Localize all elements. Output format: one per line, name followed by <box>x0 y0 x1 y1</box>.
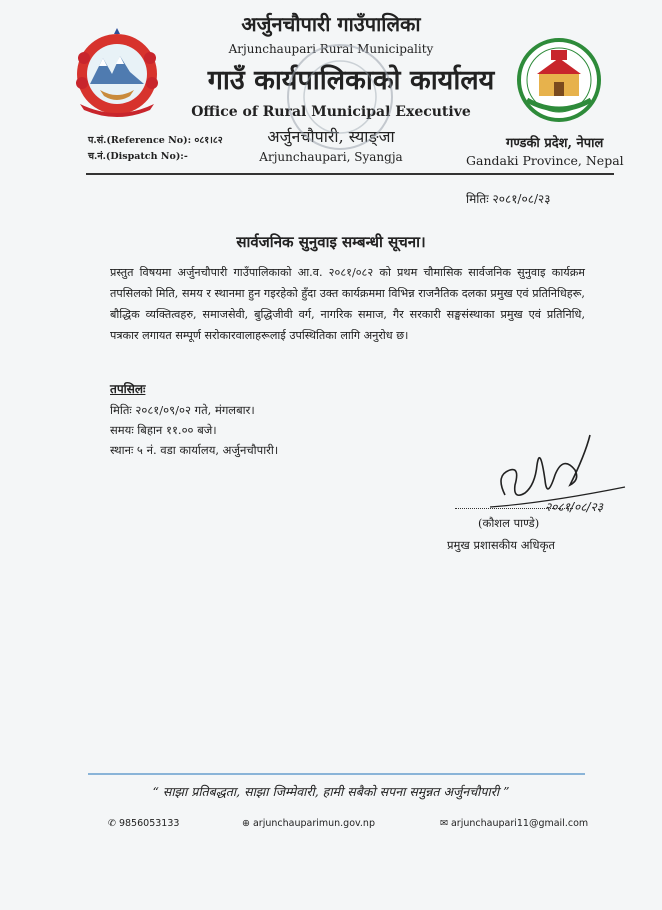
dispatch-number: च.नं.(Dispatch No):- <box>88 151 188 162</box>
globe-icon: ⊕ <box>242 818 250 829</box>
phone-icon: ✆ <box>108 818 116 829</box>
notice-subject: सार्वजनिक सुनुवाइ सम्बन्धी सूचना। <box>236 233 426 251</box>
mail-icon: ✉ <box>440 818 448 829</box>
address-en: Arjunchaupari, Syangja <box>259 150 403 164</box>
office-name-np: गाउँ कार्यपालिकाको कार्यालय <box>207 65 495 96</box>
municipality-logo-icon <box>513 38 605 123</box>
letter-date: मितिः २०८१/०८/२३ <box>466 192 551 206</box>
notice-body: प्रस्तुत विषयमा अर्जुनचौपारी गाउँपालिकाको आ.व. २०८१/०८२ को प्रथम चौमासिक सार्वजनिक सुनुवाइ कार्यक्रम तपसिलको मिति, समय र स्थानमा हुन गइरहेको हुँदा उक्त कार्यक्रममा विभिन्न राजनैतिक दलका प्रमुख एवं प्रतिनिधिहरू, बौद्धिक व्यक्तित्वहरु, समाजसेवी, बुद्धिजीवी वर्ग, नागरिक समाज, गैर सरकारी सङ्घसंस्थाका प्रमुख एवं प्रतिनिधि, पत्रकार लगायत सम्पूर्ण सरोकारवालाहरूलाई उपस्थितिका लागि अनुरोध छ। <box>110 266 585 342</box>
municipality-name-en: Arjunchaupari Rural Municipality <box>228 42 434 56</box>
province-en: Gandaki Province, Nepal <box>466 153 624 168</box>
handwritten-signature <box>485 425 635 520</box>
footer-slogan: “ साझा प्रतिबद्धता, साझा जिम्मेवारी, हामी सबैको सपना समुन्नत अर्जुनचौपारी ” <box>152 784 510 799</box>
phone-number: 9856053133 <box>118 818 180 829</box>
footer-phone <box>108 818 179 829</box>
footer-website <box>242 818 375 829</box>
email-address: arjunchaupari11@gmail.com <box>450 818 589 829</box>
reference-number: प.सं.(Reference No): ०८१।८२ <box>88 135 223 146</box>
tapsil-heading: तपसिलः <box>110 382 146 396</box>
signature-date: २०८१/०८/२३ <box>545 500 604 514</box>
signatory-title: प्रमुख प्रशासकीय अधिकृत <box>447 538 555 552</box>
signature-line <box>455 508 573 509</box>
footer-divider <box>88 773 585 775</box>
header-divider <box>86 173 614 175</box>
municipality-name-np: अर्जुनचौपारी गाउँपालिका <box>241 12 421 36</box>
tapsil-venue: स्थानः ५ नं. वडा कार्यालय, अर्जुनचौपारी। <box>110 443 279 457</box>
footer-email <box>440 818 588 829</box>
office-name-en: Office of Rural Municipal Executive <box>191 104 471 120</box>
province-np: गण्डकी प्रदेश, नेपाल <box>506 136 604 151</box>
office-stamp-icon <box>280 35 400 160</box>
tapsil-time: समयः बिहान ११.०० बजे। <box>110 423 217 437</box>
signatory-name: (कौशल पाण्डे) <box>478 516 540 530</box>
website-url: arjunchauparimun.gov.np <box>252 818 375 829</box>
address-np: अर्जुनचौपारी, स्याङ्जा <box>267 127 395 146</box>
tapsil-date: मितिः २०८१/०९/०२ गते, मंगलबार। <box>110 403 255 417</box>
